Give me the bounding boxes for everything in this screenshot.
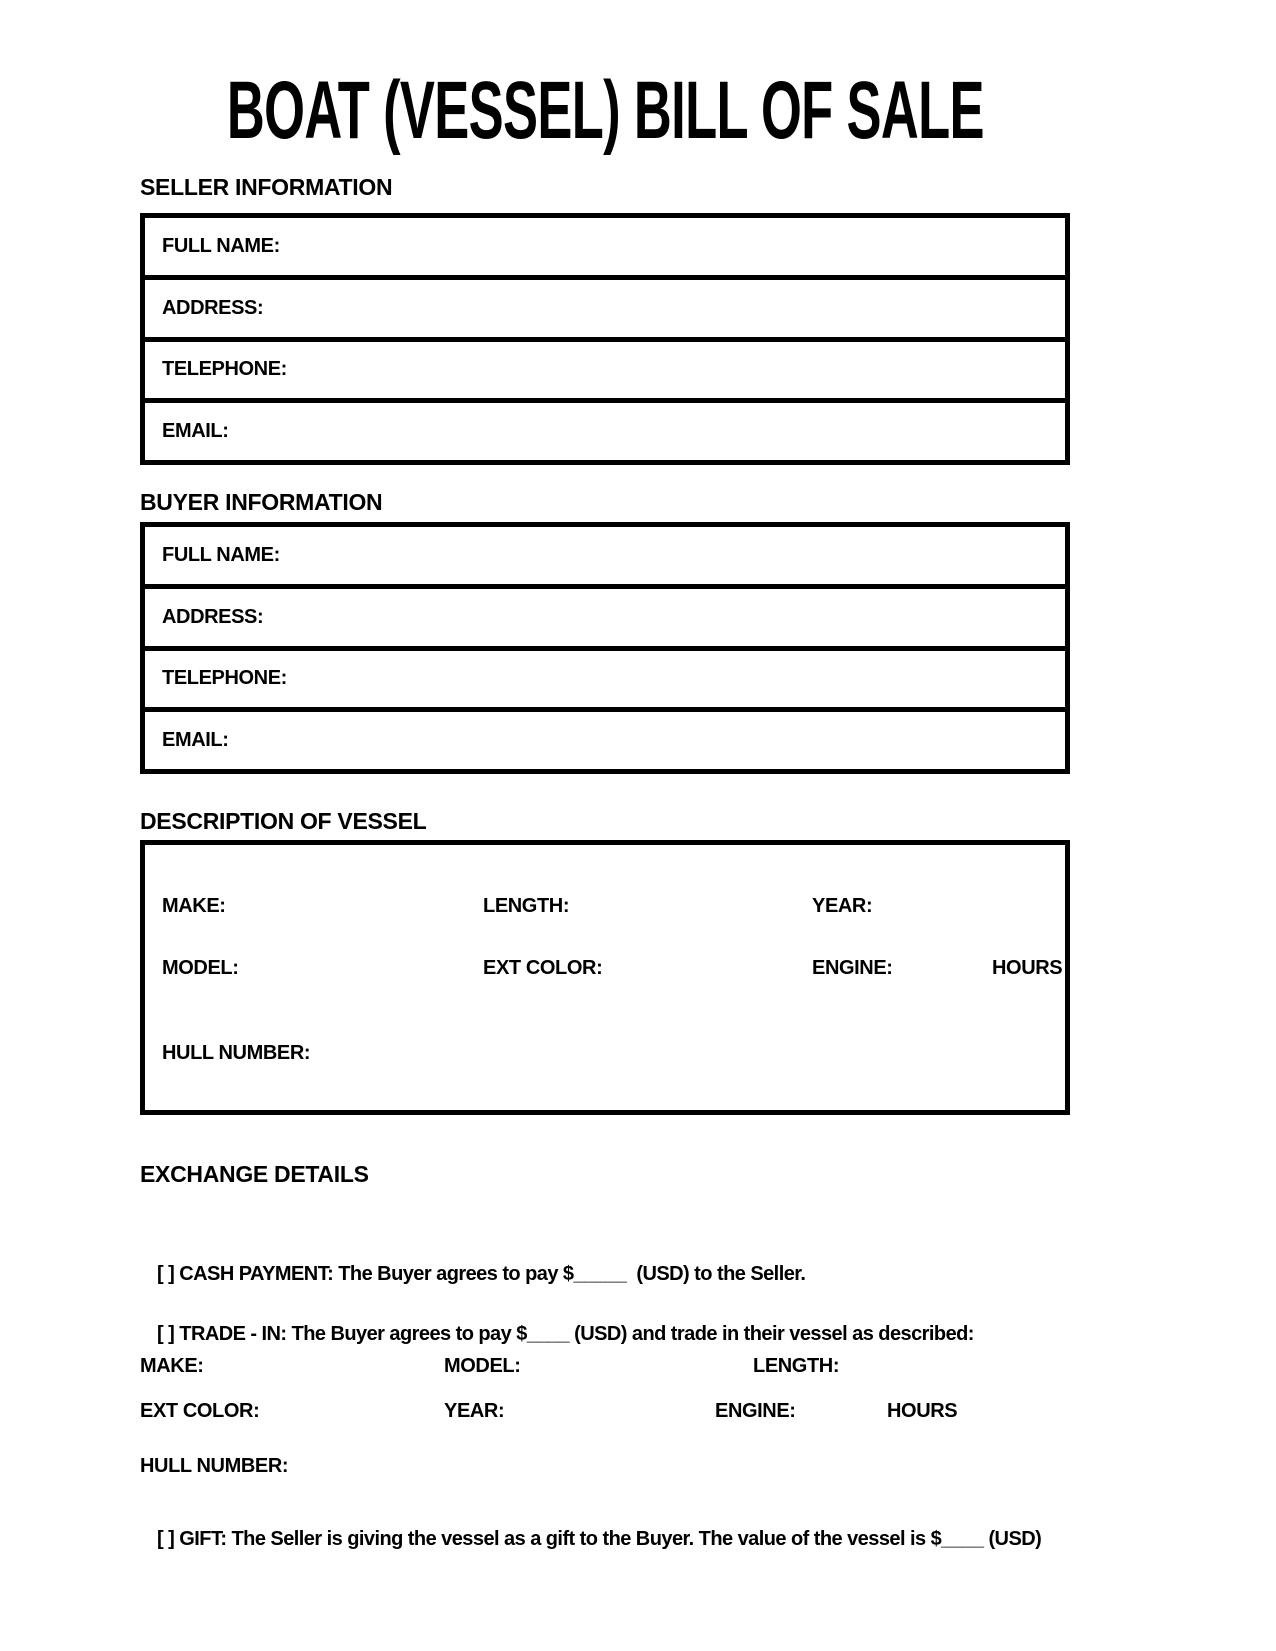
gift-checkbox[interactable]: [ ]	[157, 1528, 175, 1550]
field-label: ENGINE:	[715, 1400, 796, 1422]
field-label: HOURS	[887, 1400, 958, 1422]
buyer-section-heading: BUYER INFORMATION	[140, 489, 383, 515]
buyer-info-table	[140, 522, 1070, 774]
field-label: HULL NUMBER:	[140, 1455, 289, 1477]
buyer-full-name-input-area[interactable]	[280, 527, 1065, 584]
table-row	[145, 651, 1065, 713]
field-label: HULL NUMBER:	[162, 1042, 311, 1064]
trade-hours-input-area[interactable]	[968, 1398, 1060, 1424]
field-label: ADDRESS:	[162, 296, 264, 319]
table-row	[145, 218, 1065, 280]
seller-section-heading: SELLER INFORMATION	[140, 174, 393, 200]
field-label: FULL NAME:	[162, 234, 280, 257]
trade-model-input-area[interactable]	[535, 1353, 740, 1379]
seller-telephone-input-area[interactable]	[287, 342, 1065, 399]
cash-payment-line	[137, 1240, 805, 1309]
table-row	[145, 403, 1065, 460]
field-label: EMAIL:	[162, 420, 229, 443]
seller-full-name-input-area[interactable]	[280, 218, 1065, 275]
gift-line	[137, 1505, 1041, 1574]
field-label: FULL NAME:	[162, 543, 280, 566]
field-label: MAKE:	[140, 1355, 204, 1377]
gift-text: GIFT: The Seller is giving the vessel as a gift to the Buyer. The value of the vessel is $____ (USD)	[174, 1528, 1042, 1550]
field-label: HOURS	[992, 957, 1063, 979]
field-label: LENGTH:	[753, 1355, 840, 1377]
trade-hull-number-input-area[interactable]	[295, 1453, 795, 1479]
field-label: MODEL:	[162, 957, 239, 979]
field-label: YEAR:	[812, 895, 873, 917]
field-label: MAKE:	[162, 895, 226, 917]
trade-in-checkbox[interactable]: [ ]	[157, 1323, 175, 1345]
trade-engine-input-area[interactable]	[810, 1398, 875, 1424]
trade-ext-color-input-area[interactable]	[262, 1398, 430, 1424]
field-label: EXT COLOR:	[483, 957, 603, 979]
cash-payment-checkbox[interactable]: [ ]	[157, 1263, 175, 1285]
buyer-telephone-input-area[interactable]	[287, 651, 1065, 708]
trade-length-input-area[interactable]	[850, 1353, 1060, 1379]
vessel-model-input-area[interactable]	[250, 955, 470, 983]
field-label: ADDRESS:	[162, 605, 264, 628]
field-label: EXT COLOR:	[140, 1400, 260, 1422]
cash-payment-text: CASH PAYMENT: The Buyer agrees to pay $_____ (USD) to the Seller.	[174, 1263, 806, 1285]
field-label: YEAR:	[444, 1400, 505, 1422]
table-row	[145, 280, 1065, 342]
vessel-section-heading: DESCRIPTION OF VESSEL	[140, 808, 427, 834]
table-row	[145, 527, 1065, 589]
field-label: LENGTH:	[483, 895, 570, 917]
vessel-description-box	[140, 840, 1070, 1115]
vessel-ext-color-input-area[interactable]	[600, 955, 800, 983]
vessel-make-input-area[interactable]	[245, 893, 470, 921]
field-label: EMAIL:	[162, 729, 229, 752]
buyer-email-input-area[interactable]	[228, 712, 1065, 769]
vessel-hull-number-input-area[interactable]	[315, 1040, 1015, 1068]
table-row	[145, 342, 1065, 404]
vessel-engine-input-area[interactable]	[905, 955, 985, 983]
seller-address-input-area[interactable]	[263, 280, 1065, 337]
document-title-wrap	[140, 65, 1070, 156]
buyer-address-input-area[interactable]	[263, 589, 1065, 646]
field-label: ENGINE:	[812, 957, 893, 979]
table-row	[145, 589, 1065, 651]
vessel-year-input-area[interactable]	[885, 893, 1055, 921]
exchange-section-heading: EXCHANGE DETAILS	[140, 1161, 369, 1187]
field-label: TELEPHONE:	[162, 358, 287, 381]
trade-year-input-area[interactable]	[512, 1398, 700, 1424]
seller-info-table	[140, 213, 1070, 465]
field-label: TELEPHONE:	[162, 667, 287, 690]
trade-in-text: TRADE - IN: The Buyer agrees to pay $____ (USD) and trade in their vessel as described:	[174, 1323, 974, 1345]
seller-email-input-area[interactable]	[228, 403, 1065, 460]
document-title: BOAT (VESSEL) BILL OF SALE	[226, 65, 984, 156]
table-row	[145, 712, 1065, 769]
vessel-length-input-area[interactable]	[580, 893, 800, 921]
trade-make-input-area[interactable]	[220, 1353, 430, 1379]
field-label: MODEL:	[444, 1355, 521, 1377]
